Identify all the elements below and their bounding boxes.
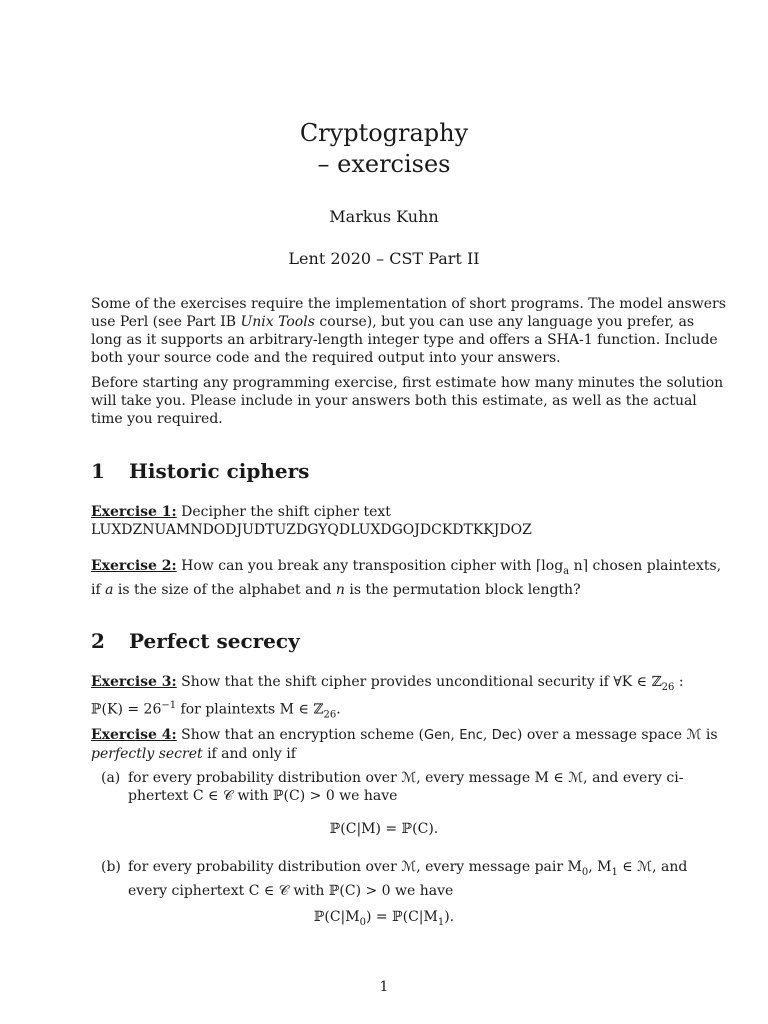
intro-p1-line-1: Some of the exercises require the implementation of short programs. The model answers xyxy=(91,296,726,312)
author-name: Markus Kuhn xyxy=(329,207,439,226)
exercise-4-text-b: ) over a message space ℳ is xyxy=(516,727,718,743)
section-number: 2 xyxy=(91,629,105,653)
unix-tools-course-name: Unix Tools xyxy=(240,314,315,330)
intro-p1-line-3: long as it supports an arbitrary-length integer type and offers a SHA-1 function. Include xyxy=(91,332,718,348)
document-title: Cryptography xyxy=(299,119,469,147)
condition-marker: (a) xyxy=(101,770,121,786)
exercise-2-text-e: is the permutation block length? xyxy=(344,581,581,598)
equation-b-part-2: ) = ℙ(C|M xyxy=(365,909,438,925)
exercise-3-text-b: ℙ(K) = 26 xyxy=(91,701,162,718)
exercise-label: Exercise 4: xyxy=(91,727,177,743)
variable-n: n xyxy=(335,581,345,598)
log-base-subscript: a xyxy=(563,565,570,577)
exercise-label: Exercise 3: xyxy=(91,674,177,690)
intro-p1-line-4: both your source code and the required output into your answers. xyxy=(91,350,561,366)
exercise-3 xyxy=(91,673,684,724)
exercise-4-line-1: Exercise 4: Show that an encryption scheme (Gen, Enc, Dec) over a message space ℳ is xyxy=(91,727,718,743)
exercise-label: Exercise 2: xyxy=(91,558,177,574)
intro-p1-line-2 xyxy=(91,313,694,331)
condition-a-line-2: phertext C ∈ 𝒞 with ℙ(C) > 0 we have xyxy=(128,788,398,804)
dec-algorithm: Dec xyxy=(491,728,517,743)
document-subtitle: – exercises xyxy=(317,150,451,178)
condition-b xyxy=(101,858,688,900)
intro-p2-line-2: will take you. Please include in your answers both this estimate, as well as the actual xyxy=(91,393,697,409)
equation-a: ℙ(C|M) = ℙ(C). xyxy=(329,821,439,837)
variable-a: a xyxy=(105,581,114,598)
condition-b-line-2: every ciphertext C ∈ 𝒞 with ℙ(C) > 0 we have xyxy=(128,882,454,899)
exercise-2-line-2 xyxy=(91,581,677,599)
m1-subscript: 1 xyxy=(437,916,445,928)
intro-paragraph-2 xyxy=(91,374,724,428)
exponent-superscript: −1 xyxy=(161,699,177,711)
document-date: Lent 2020 – CST Part II xyxy=(288,249,480,268)
condition-b-line-1: for every probability distribution over ℳ, every message pair $M_0$, $M_1$ ∈ ℳ, and xyxy=(128,859,688,878)
condition-b-text-b: ∈ ℳ, and xyxy=(617,859,688,875)
exercise-3-line-2 xyxy=(91,697,677,724)
exercise-3-line-1 xyxy=(91,673,684,697)
m0-subscript: 0 xyxy=(359,916,366,928)
exercise-3-period: . xyxy=(336,701,341,718)
enc-algorithm: Enc xyxy=(459,728,483,743)
exercise-1-line-1 xyxy=(91,503,677,521)
m1-subscript: 1 xyxy=(611,866,618,878)
exercise-4-text-a: Show that an encryption scheme ( xyxy=(176,727,425,743)
z26-subscript: 26 xyxy=(661,681,675,693)
intro-p1-line-2-rest: course), but you can use any language you prefer, as xyxy=(314,314,694,330)
section-heading-2 xyxy=(91,628,300,654)
condition-a-line-1: for every probability distribution over ℳ, every message M ∈ ℳ, and every ci- xyxy=(128,770,684,786)
exercise-label: Exercise 1: xyxy=(91,504,177,520)
section-title: Historic ciphers xyxy=(129,459,310,483)
intro-paragraph-1 xyxy=(91,295,726,367)
exercise-3-colon: : xyxy=(674,674,684,690)
exercise-2-text-b: n⌉ chosen plaintexts, xyxy=(569,558,722,574)
section-title: Perfect secrecy xyxy=(129,629,300,653)
exercise-4 xyxy=(91,726,718,763)
exercise-3-text-c: for plaintexts M ∈ ℤ xyxy=(176,701,324,718)
exercise-4-line-2 xyxy=(91,745,677,763)
equation-b xyxy=(0,908,768,932)
equation-b-part-1: ℙ(C|M xyxy=(313,909,360,925)
page-number: 1 xyxy=(379,979,389,995)
exercise-3-text-a: Show that the shift cipher provides unconditional security if ∀K ∈ ℤ xyxy=(176,674,662,690)
intro-p1-line-2-start: use Perl (see Part IB xyxy=(91,314,241,330)
exercise-2-text-a: How can you break any transposition cipher with ⌈log xyxy=(176,558,564,574)
equation-b-part-3: ). xyxy=(444,909,455,925)
section-number: 1 xyxy=(91,459,105,483)
condition-b-text-a: for every probability distribution over ℳ, every message pair M xyxy=(128,859,582,875)
exercise-2-text-d: is the size of the alphabet and xyxy=(113,581,336,598)
condition-a xyxy=(101,769,684,805)
intro-p2-line-1: Before starting any programming exercise, first estimate how many minutes the solution xyxy=(91,375,724,391)
exercise-2-text-c: if xyxy=(91,581,106,598)
condition-marker: (b) xyxy=(101,859,121,875)
exercise-2-line-1 xyxy=(91,557,722,581)
section-heading-1 xyxy=(91,458,309,484)
exercise-1 xyxy=(91,503,677,539)
m0-subscript: 0 xyxy=(581,866,589,878)
intro-p2-line-3: time you required. xyxy=(91,411,223,427)
exercise-2 xyxy=(91,557,722,599)
z26-subscript: 26 xyxy=(323,709,337,721)
exercise-1-text: Decipher the shift cipher text xyxy=(176,504,391,520)
exercise-4-text-c: if and only if xyxy=(202,746,296,762)
gen-algorithm: Gen xyxy=(424,728,451,743)
perfectly-secret-term: perfectly secret xyxy=(91,746,203,762)
ciphertext: LUXDZNUAMNDODJUDTUZDGYQDLUXDGOJDCKDTKKJDOZ xyxy=(91,522,532,538)
